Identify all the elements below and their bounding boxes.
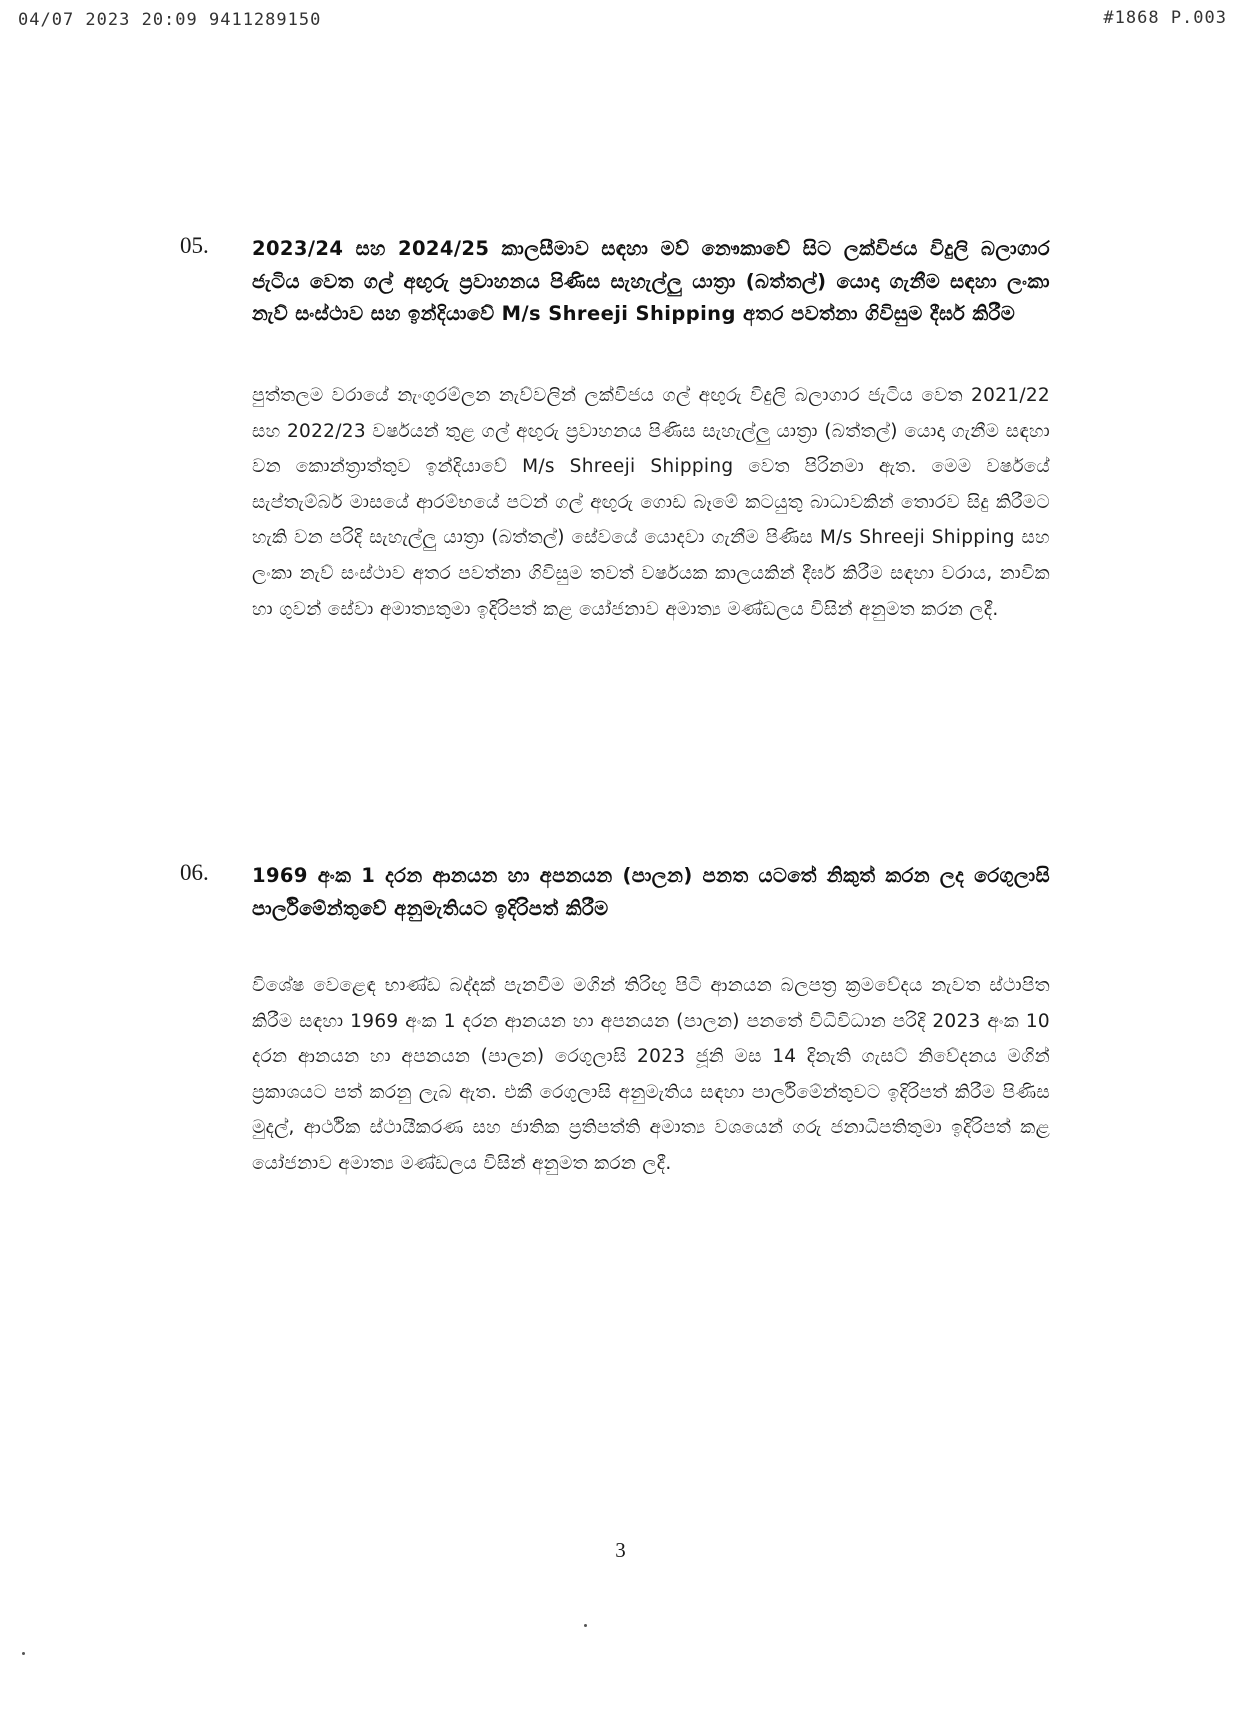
scan-speck [584, 1624, 587, 1627]
fax-timestamp: 04/07 2023 20:09 9411289150 [18, 10, 322, 30]
item-body: විශේෂ වෙළෙඳ භාණ්ඩ බද්දක් පැනවීම මගින් තිරිඟු පිටි ආනයන බලපත්‍ර ක්‍රමවේදය නැවත ස්ථාපිත කිරීම සඳහා 1969 අංක 1 දරන ආනයන හා අපනයන (පාලන) පනතේ විධිවිධාන පරිදි 2023 අංක 10 දරන ආනයන හා අපනයන (පාලන) රෙගුලාසි 2023 ජූනි මස 14 දිනැති ගැසට් නිවේදනය මගින් ප්‍රකාශයට පත් කරනු ලැබ ඇත. එකී රෙගුලාසි අනුමැතිය සඳහා පාර්ලිමේන්තුවට ඉදිරිපත් කිරීම පිණිස මුදල්, ආර්ථික ස්ථායීකරණ සහ ජාතික ප්‍රතිපත්ති අමාත්‍ය වශයෙන් ගරු ජනාධිපතිතුමා ඉදිරිපත් කළ යෝජනාව අමාත්‍ය මණ්ඩලය විසින් අනුමත කරන ලදී. [252, 975, 1050, 1174]
scan-speck [22, 1652, 25, 1655]
item-title: 2023/24 සහ 2024/25 කාලසීමාව සඳහා මව් නෞකාවේ සිට ලක්විජය විදුලි බලාගාර ජැටිය වෙත ගල් අඟුරු ප්‍රවාහනය පිණිස සැහැල්ලු යාත්‍රා (බත්තල්) යොදා ගැනීම සඳහා ලංකා නැව් සංස්ථාව සහ ඉන්දියාවේ M/s Shreeji Shipping අතර පවත්නා ගිවිසුම දීර්ඝ කිරීම [252, 237, 1050, 325]
page-number: 3 [615, 1538, 626, 1562]
fax-page-ref: #1868 P.003 [1103, 8, 1227, 28]
item-number: 06. [180, 860, 209, 885]
item-body: පුත්තලම වරායේ නැංගුරම්ලන නැව්වලින් ලක්විජය ගල් අඟුරු විදුලි බලාගාර ජැටිය වෙත 2021/22 සහ 2022/23 වර්ෂයන් තුළ ගල් අඟුරු ප්‍රවාහනය පිණිස සැහැල්ලු යාත්‍රා (බත්තල්) යොදා ගැනීම සඳහා වන කොන්ත්‍රාත්තුව ඉන්දියාවේ M/s Shreeji Shipping වෙත පිරිනමා ඇත. මෙම වර්ෂයේ සැප්තැම්බර් මාසයේ ආරම්භයේ පටන් ගල් අඟුරු ගොඩ බෑමේ කටයුතු බාධාවකින් තොරව සිදු කිරීමට හැකි වන පරිදි සැහැල්ලු යාත්‍රා (බත්තල්) සේවයේ යොදවා ගැනීම පිණිස M/s Shreeji Shipping සහ ලංකා නැව් සංස්ථාව අතර පවත්නා ගිවිසුම තවත් වර්ෂයක කාලයකින් දීර්ඝ කිරීම සඳහා වරාය, නාවික හා ගුවන් සේවා අමාත්‍යතුමා ඉදිරිපත් කළ යෝජනාව අමාත්‍ය මණ්ඩලය විසින් අනුමත කරන ලදී. [252, 385, 1050, 620]
item-title: 1969 අංක 1 දරන ආනයන හා අපනයන (පාලන) පනත යටතේ නිකුත් කරන ලද රෙගුලාසි පාර්ලිමේන්තුවේ අනුමැතියට ඉදිරිපත් කිරීම [252, 864, 1050, 920]
item-number: 05. [180, 233, 209, 258]
